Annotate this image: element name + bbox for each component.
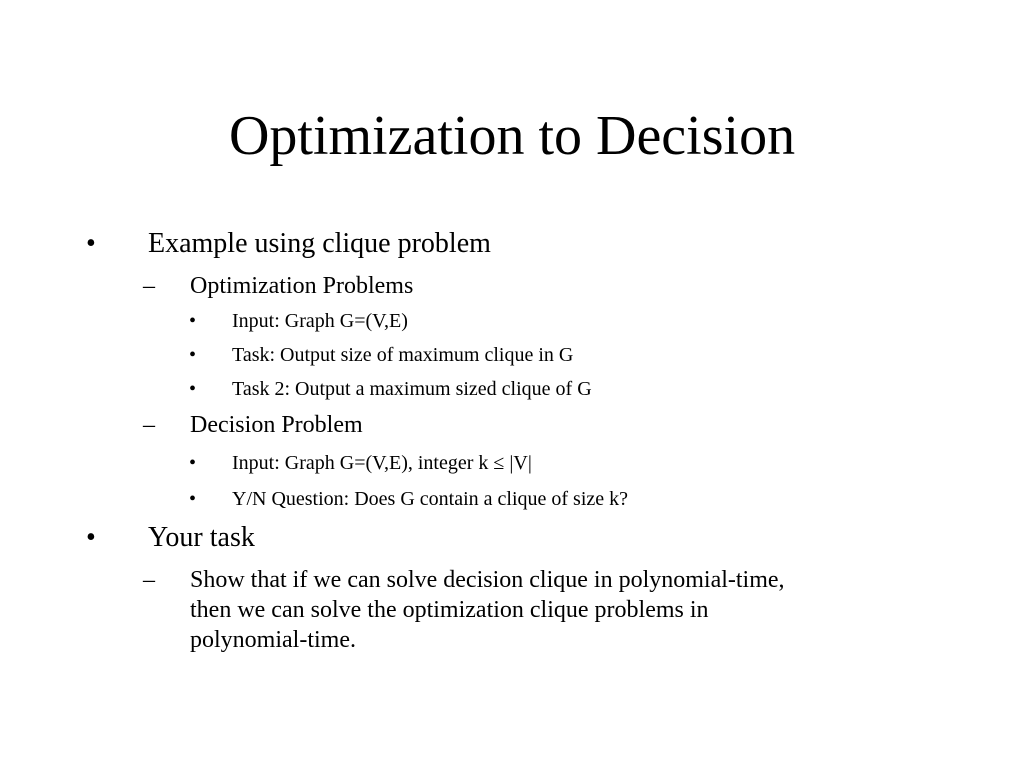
bullet-marker: • — [189, 378, 197, 400]
bullet-marker: • — [189, 310, 197, 332]
bullet-text-multiline — [190, 565, 785, 655]
bullet-text-line: Show that if we can solve decision clique in polynomial-time, — [190, 567, 785, 593]
bullet-text: Optimization Problems — [190, 273, 414, 299]
bullet-text: Input: Graph G=(V,E), integer k ≤ |V| — [232, 452, 532, 474]
dash-marker: – — [143, 567, 155, 593]
bullet-text-line: then we can solve the optimization clique problems in — [190, 597, 709, 623]
slide-title: Optimization to Decision — [228, 105, 796, 167]
bullet-text: Your task — [148, 522, 255, 553]
bullet-marker: • — [189, 344, 197, 366]
dash-marker: – — [143, 412, 155, 438]
bullet-marker: • — [189, 452, 197, 474]
bullet-text: Decision Problem — [190, 412, 363, 438]
bullet-marker: • — [86, 522, 96, 553]
bullet-text: Y/N Question: Does G contain a clique of size k? — [232, 488, 629, 510]
bullet-text: Input: Graph G=(V,E) — [232, 310, 408, 332]
bullet-text: Task: Output size of maximum clique in G — [232, 344, 574, 366]
bullet-text-line: polynomial-time. — [190, 627, 356, 653]
bullet-text: Task 2: Output a maximum sized clique of G — [232, 378, 592, 400]
bullet-text: Example using clique problem — [148, 228, 491, 259]
bullet-marker: • — [86, 228, 96, 259]
dash-marker: – — [143, 273, 155, 299]
bullet-marker: • — [189, 488, 197, 510]
